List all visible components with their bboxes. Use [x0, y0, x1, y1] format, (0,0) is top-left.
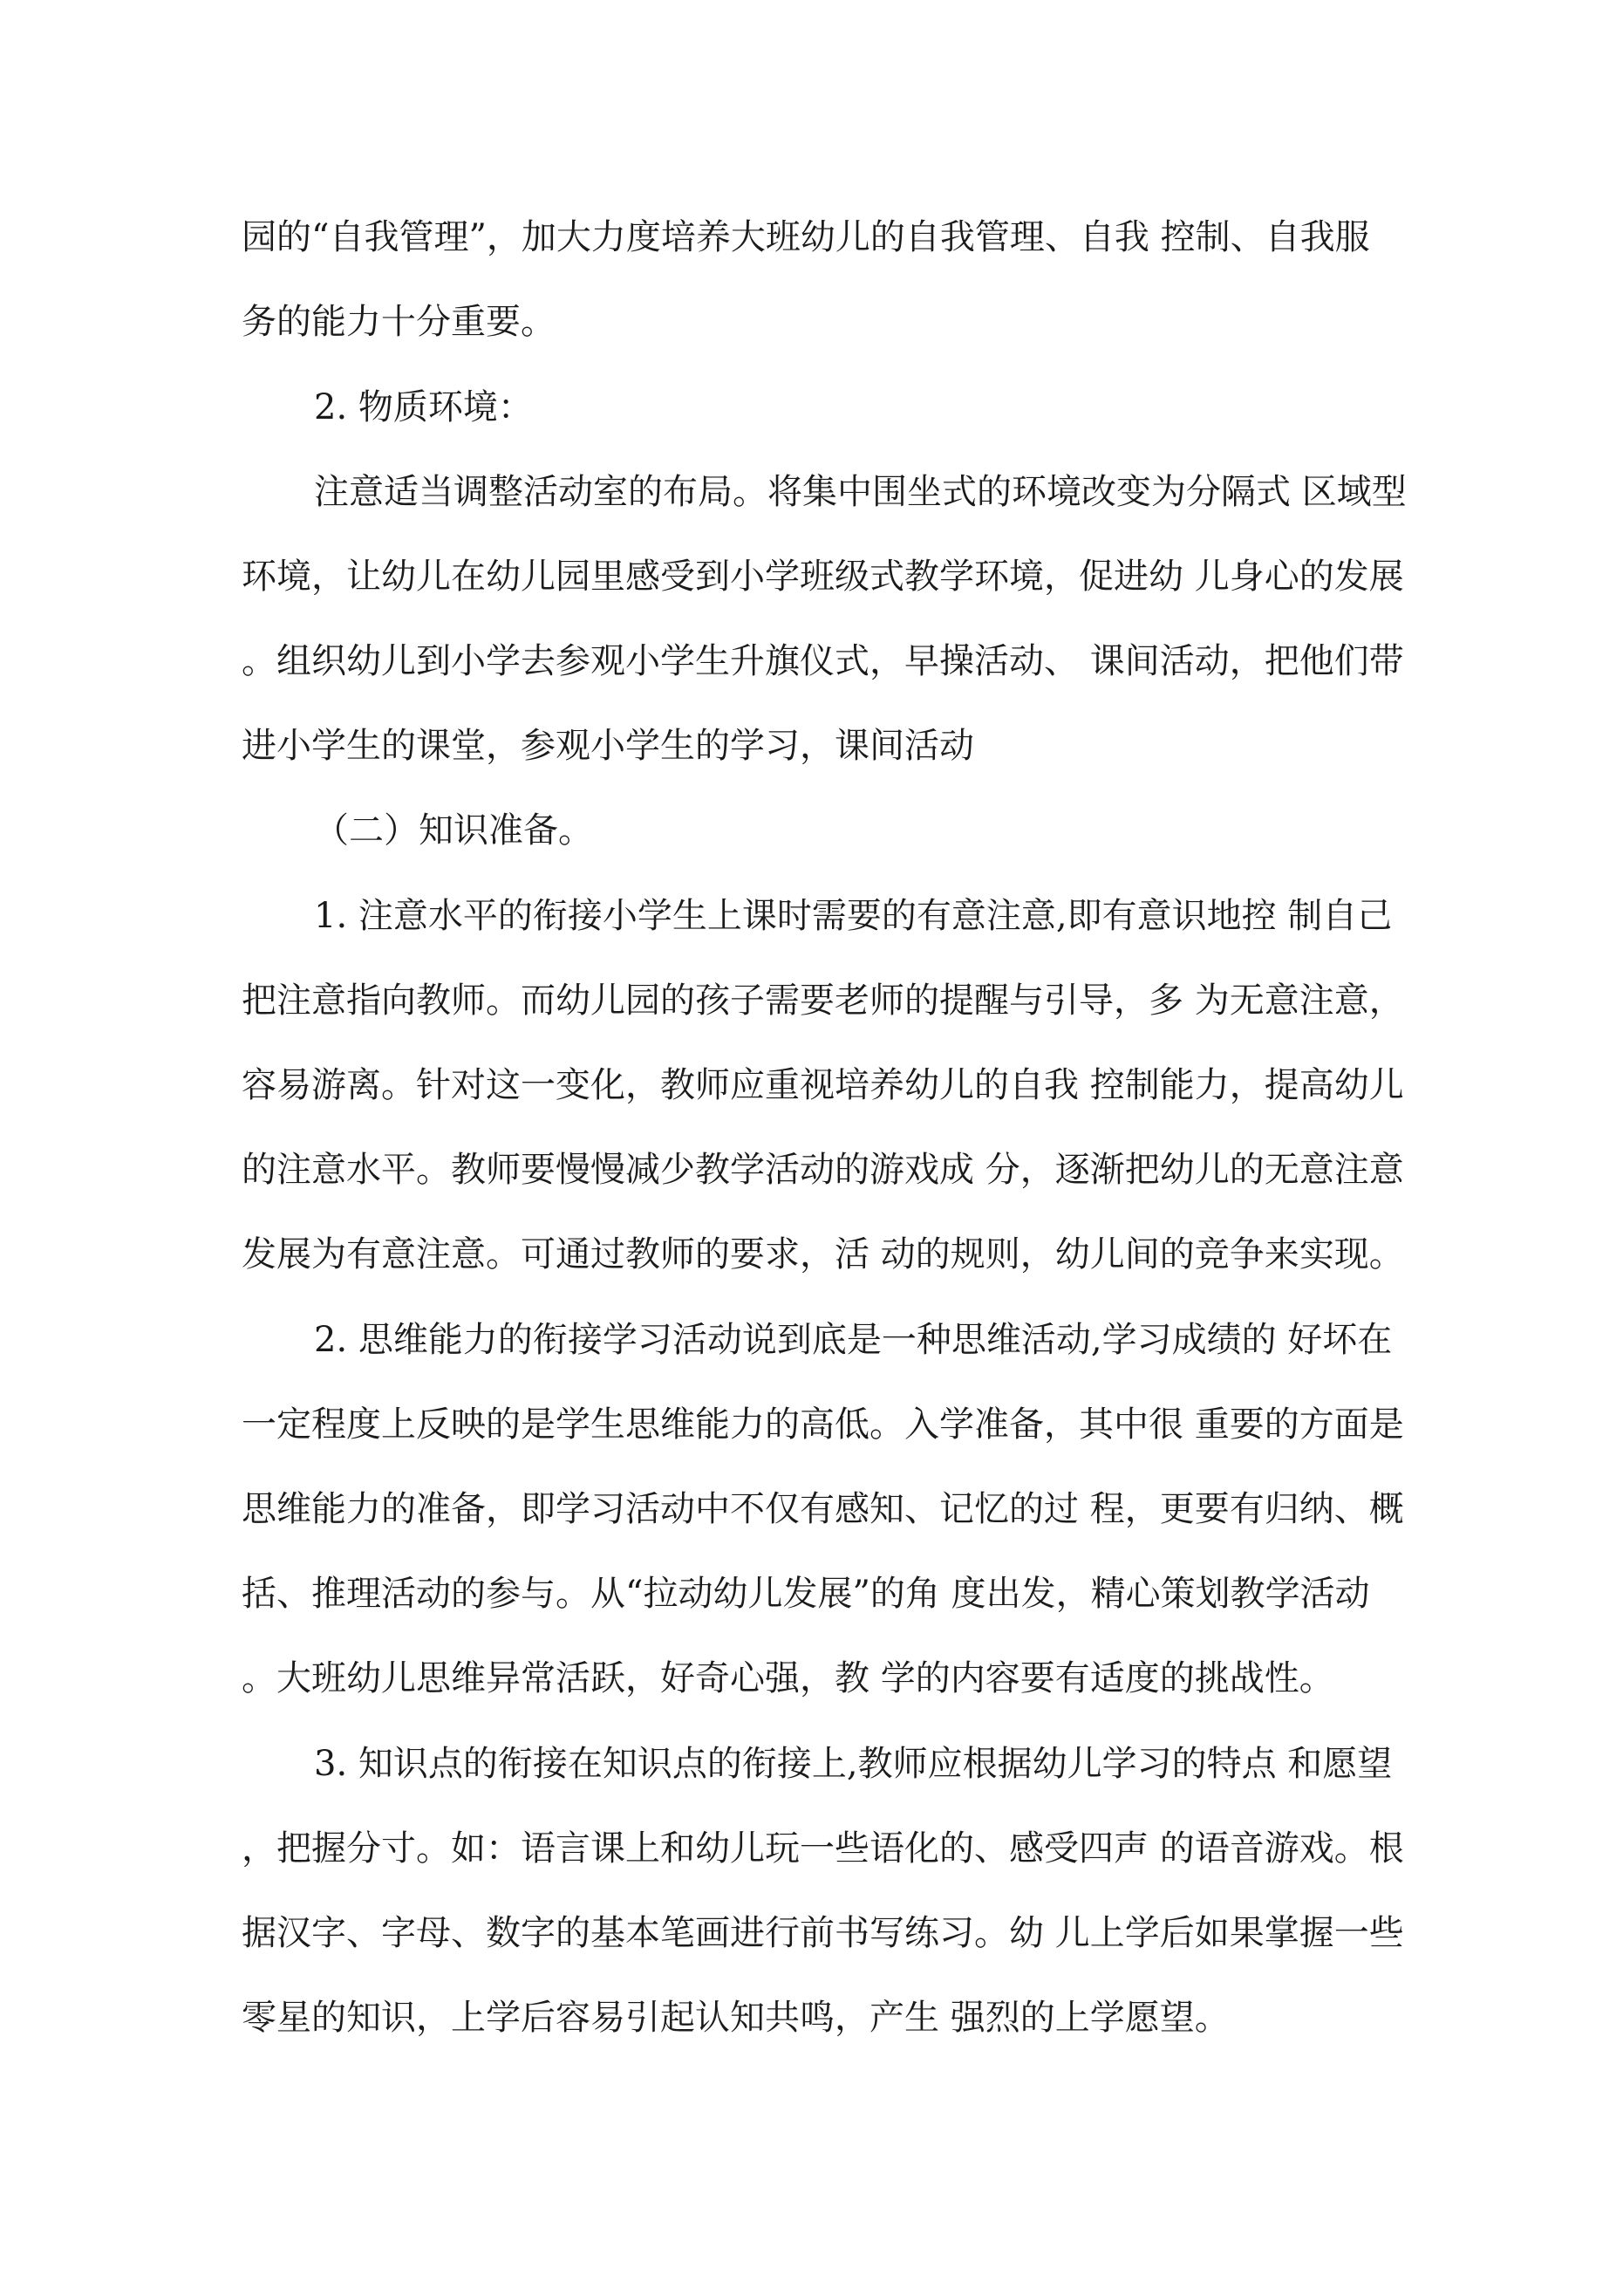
text-line: 把注意指向教师。而幼儿园的孩子需要老师的提醒与引导，多 为无意注意，: [242, 981, 1404, 1021]
text-line: 进小学生的课堂，参观小学生的学习，课间活动: [242, 726, 974, 766]
text-line: 。组织幼儿到小学去参观小学生升旗仪式，早操活动、 课间活动，把他们带: [242, 641, 1404, 681]
text-line: 的注意水平。教师要慢慢减少教学活动的游戏成 分，逐渐把幼儿的无意注意: [242, 1150, 1404, 1190]
text-line: 发展为有意注意。可通过教师的要求，活 动的规则，幼儿间的竞争来实现。: [242, 1234, 1404, 1274]
text-line: 注意适当调整活动室的布局。将集中围坐式的环境改变为分隔式 区域型: [314, 472, 1407, 512]
text-line: 零星的知识，上学后容易引起认知共鸣，产生 强烈的上学愿望。: [242, 1998, 1230, 2038]
text-line: 容易游离。针对这一变化，教师应重视培养幼儿的自我 控制能力，提高幼儿: [242, 1065, 1404, 1105]
text-line: 2. 物质环境：: [314, 387, 533, 427]
text-line: 务的能力十分重要。: [242, 302, 556, 342]
text-line: 1. 注意水平的衔接小学生上课时需要的有意注意,即有意识地控 制自己: [314, 896, 1393, 936]
text-line: ，把握分寸。如：语言课上和幼儿玩一些语化的、感受四声 的语音游戏。根: [242, 1828, 1404, 1869]
text-line: 2. 思维能力的衔接学习活动说到底是一种思维活动,学习成绩的 好坏在: [314, 1320, 1393, 1360]
text-line: 环境，让幼儿在幼儿园里感受到小学班级式教学环境，促进幼 儿身心的发展: [242, 557, 1404, 597]
text-line: 3. 知识点的衔接在知识点的衔接上,教师应根据幼儿学习的特点 和愿望: [314, 1744, 1393, 1784]
text-line: 一定程度上反映的是学生思维能力的高低。入学准备，其中很 重要的方面是: [242, 1404, 1404, 1445]
text-line: 括、推理活动的参与。从“拉动幼儿发展”的角 度出发，精心策划教学活动: [242, 1574, 1370, 1614]
text-line: （二）知识准备。: [314, 810, 593, 851]
text-line: 据汉字、字母、数字的基本笔画进行前书写练习。幼 儿上学后如果掌握一些: [242, 1913, 1404, 1953]
text-line: 园的“自我管理”，加大力度培养大班幼儿的自我管理、自我 控制、自我服: [242, 217, 1370, 257]
text-line: 思维能力的准备，即学习活动中不仅有感知、记忆的过 程，更要有归纳、概: [242, 1489, 1404, 1529]
text-line: 。大班幼儿思维异常活跃，好奇心强，教 学的内容要有适度的挑战性。: [242, 1658, 1334, 1698]
